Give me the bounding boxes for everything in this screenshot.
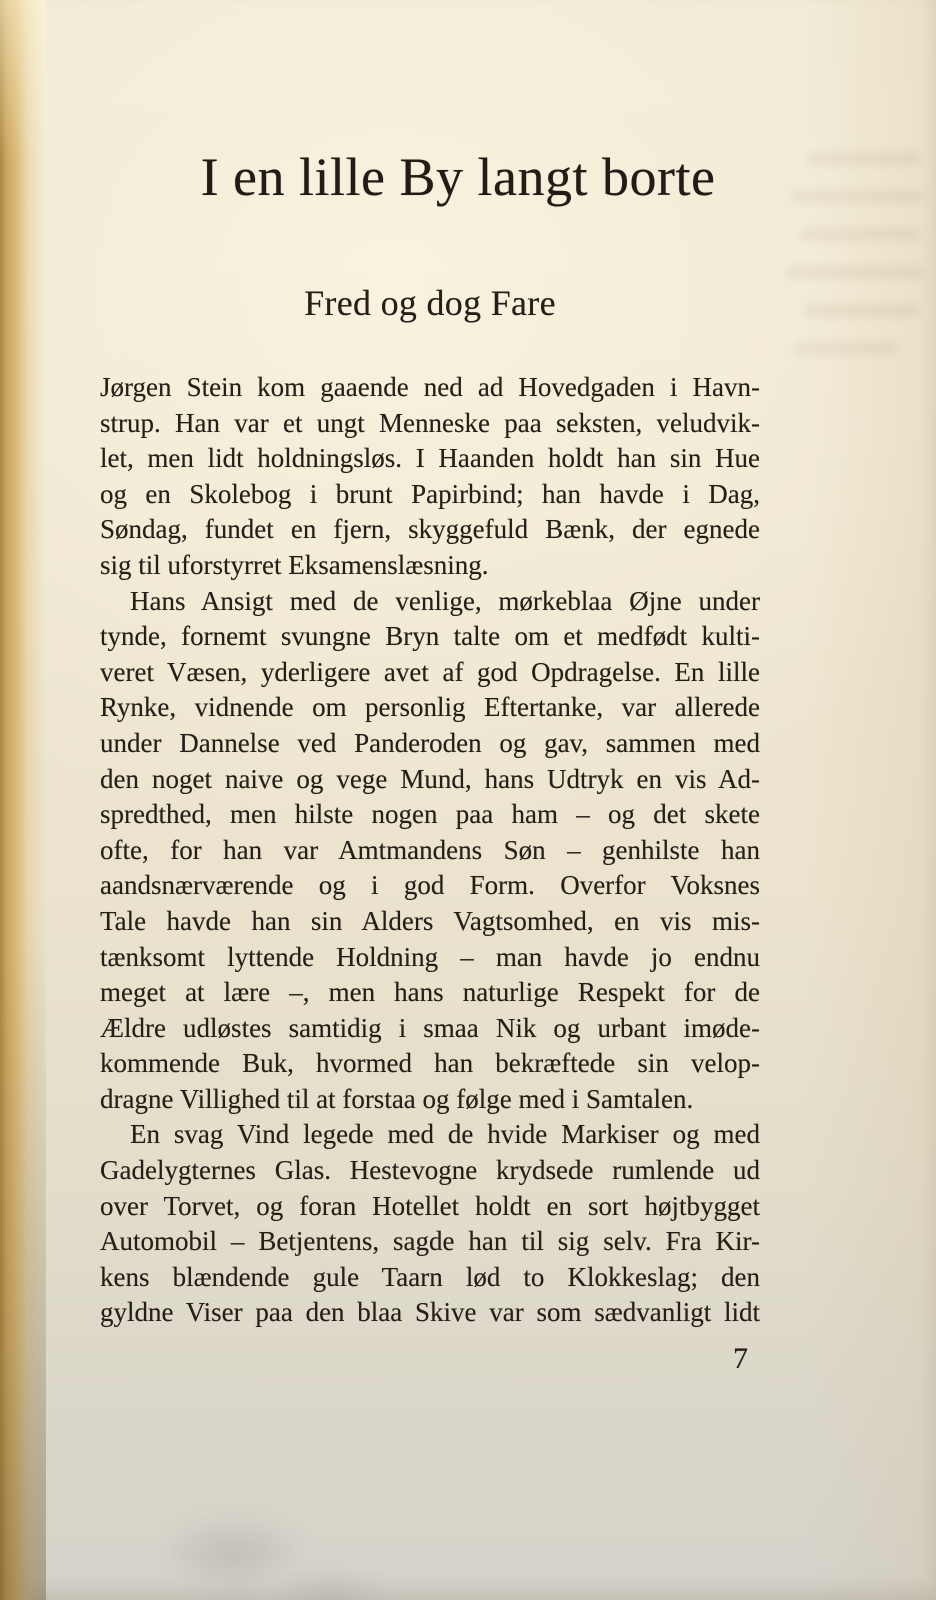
body-line: den noget naive og vege Mund, hans Udtryk en vis Ad-	[100, 763, 760, 794]
body-line: kens blændende gule Taarn lød to Klokkeslag; den	[100, 1261, 760, 1292]
body-line: over Torvet, og foran Hotellet holdt en sort højtbygget	[100, 1190, 760, 1221]
body-line: Søndag, fundet en fjern, skyggefuld Bænk, der egnede	[100, 514, 760, 545]
body-line: En svag Vind legede med de hvide Markiser og med	[130, 1119, 760, 1150]
body-line: strup. Han var et ungt Menneske paa seksten, veludvik-	[100, 407, 760, 438]
body-line: tænksomt lyttende Holdning – man havde jo endnu	[100, 941, 760, 972]
body-line: Tale havde han sin Alders Vagtsomhed, en vis mis-	[100, 905, 760, 936]
body-text	[100, 370, 760, 1331]
body-line: dragne Villighed til at forstaa og følge med i Samtalen.	[100, 1083, 694, 1114]
page-number: 7	[733, 1342, 748, 1375]
body-line: spredthed, men hilste nogen paa ham – og det skete	[100, 799, 760, 830]
bleed-through-smudge	[794, 342, 898, 355]
body-line: under Dannelse ved Panderoden og gav, sammen med	[100, 727, 760, 758]
body-line: meget at lære –, men hans naturlige Respekt for de	[100, 977, 760, 1008]
bleed-through-smudge	[804, 304, 920, 317]
bleed-through-smudge	[786, 266, 924, 279]
body-line: ofte, for han var Amtmandens Søn – genhilste han	[100, 834, 760, 865]
body-line: Ældre udløstes samtidig i smaa Nik og urbant imøde-	[100, 1012, 760, 1043]
body-line: Hans Ansigt med de venlige, mørkeblaa Øjne under	[130, 585, 760, 616]
bleed-through-smudge	[800, 228, 920, 241]
body-line: veret Væsen, yderligere avet af god Opdragelse. En lille	[100, 656, 760, 687]
body-line: sig til uforstyrret Eksamenslæsning.	[100, 549, 489, 580]
body-line: aandsnærværende og i god Form. Overfor Voksnes	[100, 870, 760, 901]
body-line: Gadelygternes Glas. Hestevogne krydsede rumlende ud	[100, 1155, 760, 1186]
section-title: Fred og dog Fare	[304, 283, 556, 323]
body-line: Jørgen Stein kom gaaende ned ad Hovedgaden i Havn-	[100, 372, 760, 402]
body-line: Rynke, vidnende om personlig Eftertanke, var allerede	[100, 692, 760, 723]
body-line: gyldne Viser paa den blaa Skive var som sædvanligt lidt	[100, 1297, 760, 1328]
body-line: let, men lidt holdningsløs. I Haanden holdt han sin Hue	[100, 443, 760, 474]
body-line: kommende Buk, hvormed han bekræftede sin velop-	[100, 1048, 760, 1079]
bleed-through-smudge	[808, 152, 920, 165]
body-line: Automobil – Betjentens, sagde han til sig selv. Fra Kir-	[100, 1226, 760, 1257]
body-line: og en Skolebog i brunt Papirbind; han havde i Dag,	[100, 478, 760, 509]
page-edge-gilt	[0, 0, 46, 1600]
chapter-title: I en lille By langt borte	[200, 147, 716, 207]
bleed-through-smudge	[790, 190, 922, 203]
body-line: tynde, fornemt svungne Bryn talte om et medfødt kulti-	[100, 621, 760, 652]
